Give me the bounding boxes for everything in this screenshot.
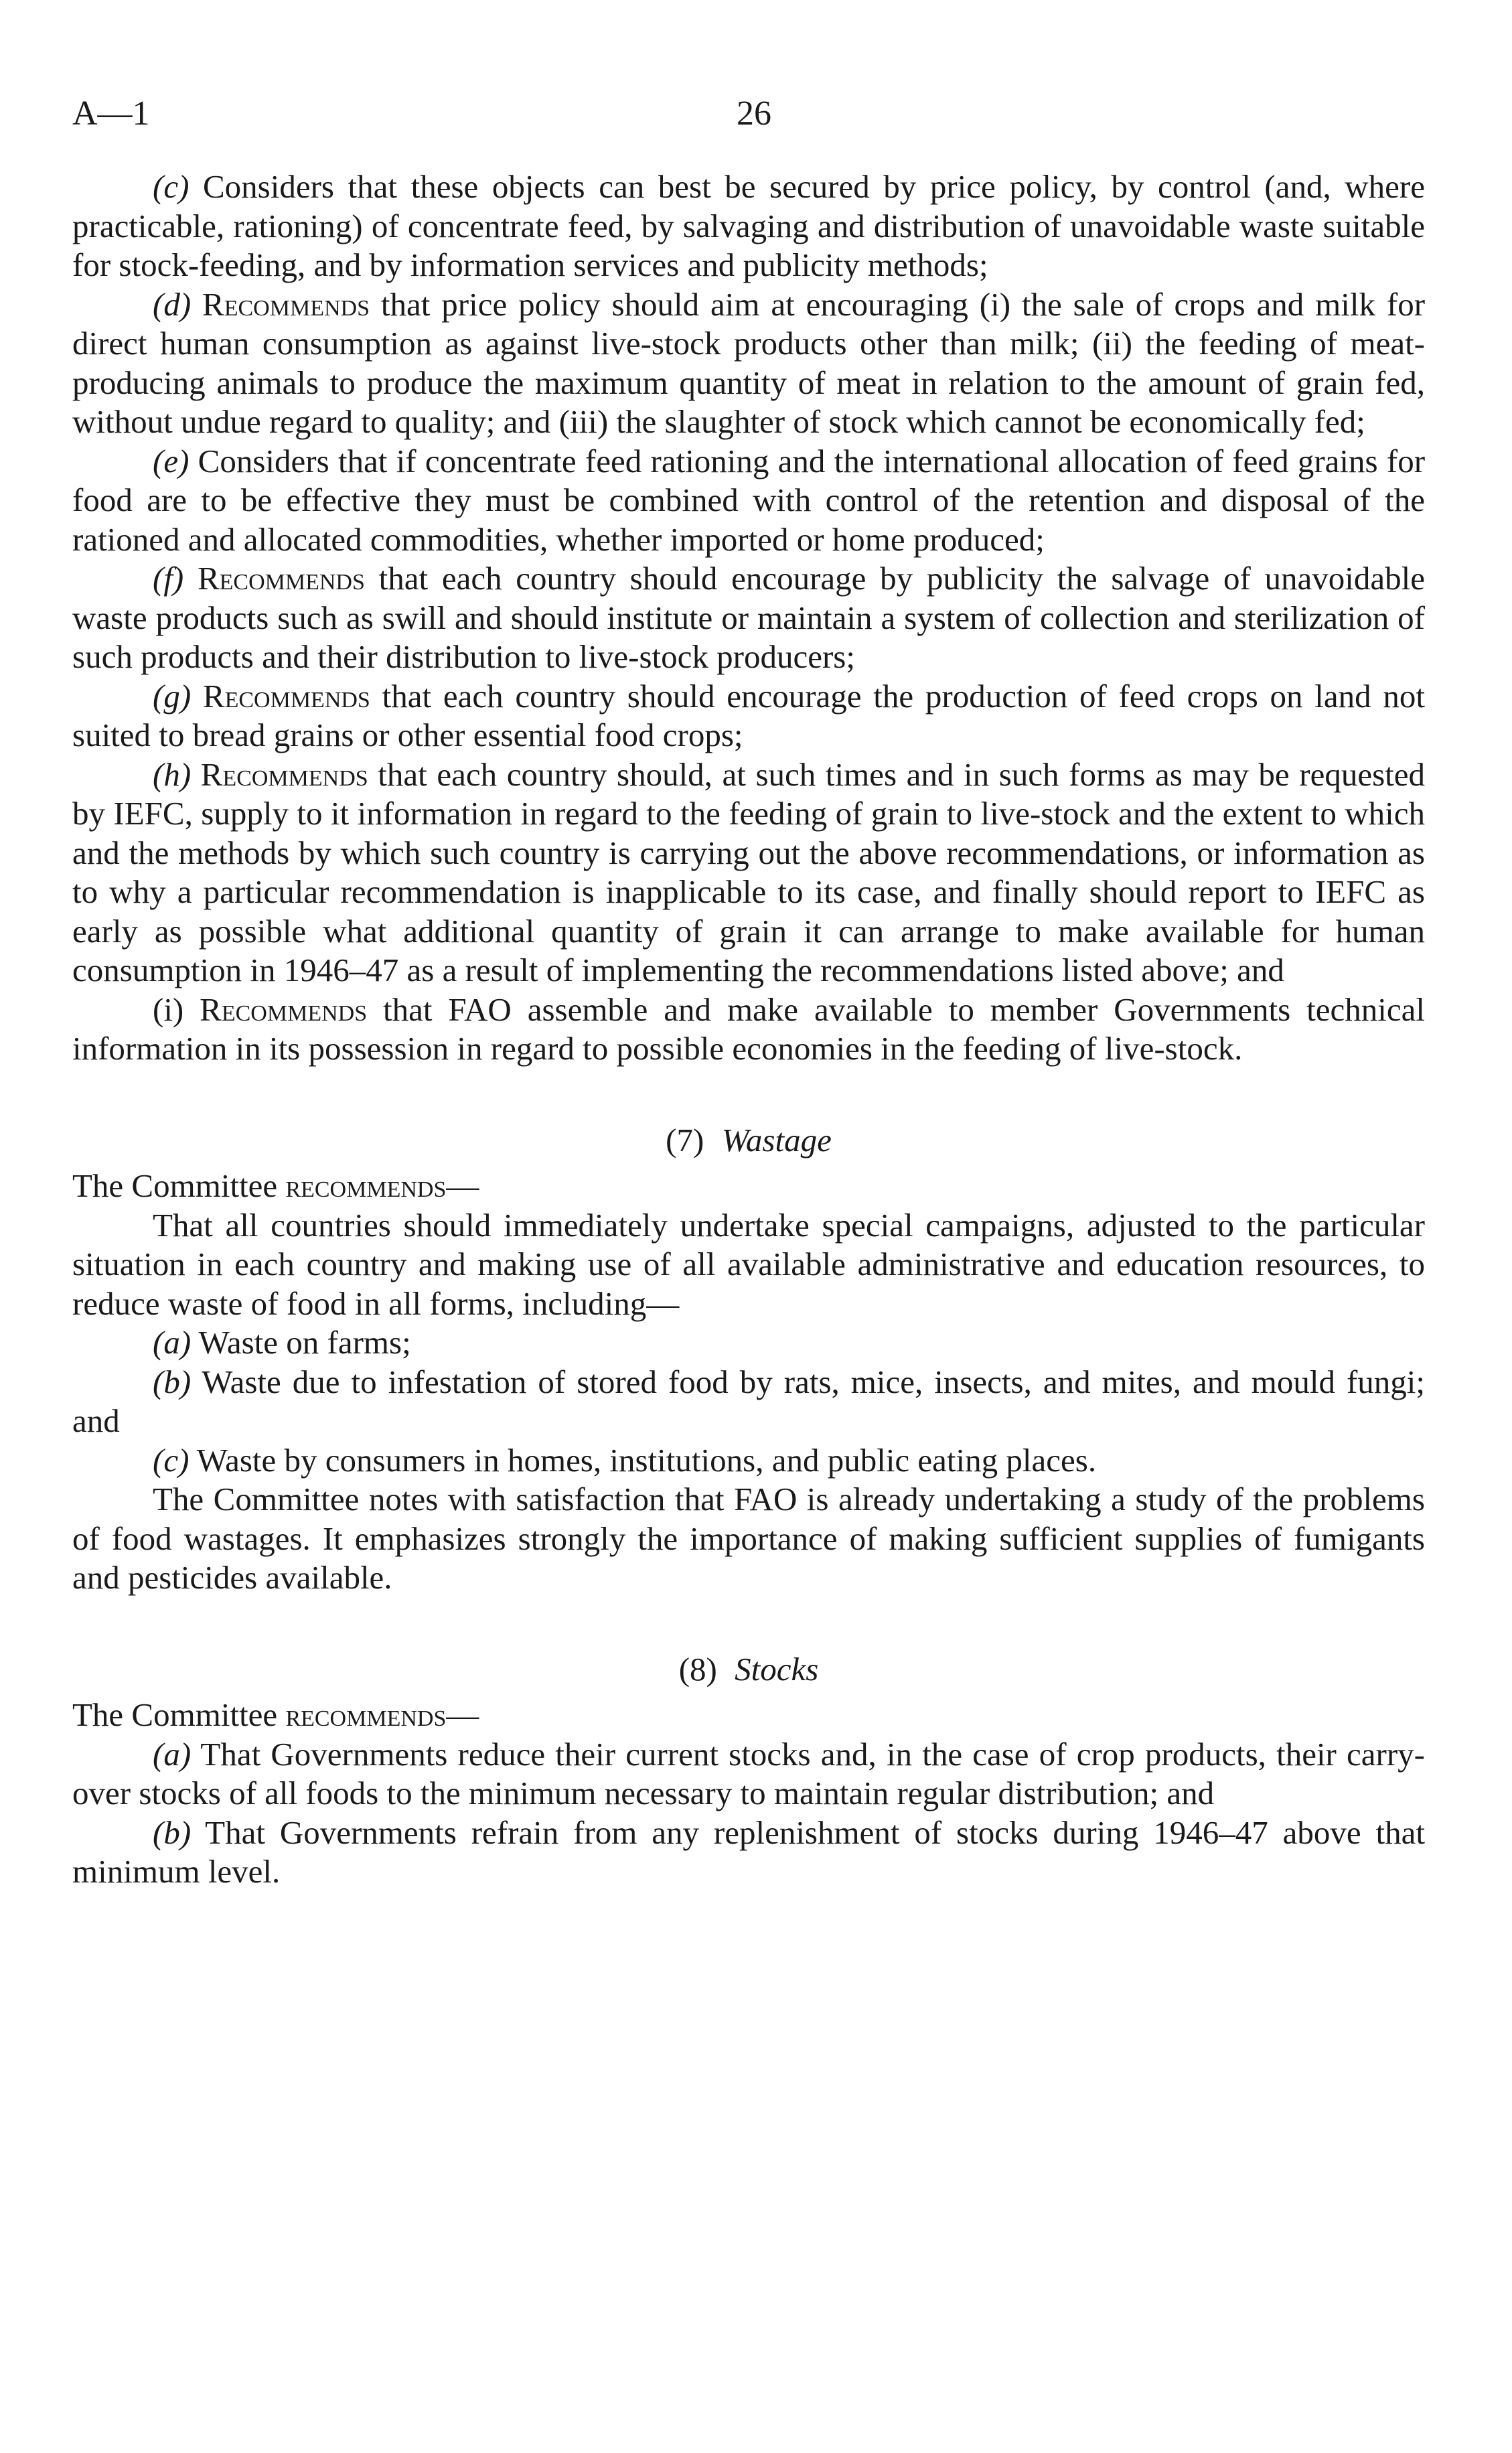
clause-d-label: (d) [153,285,192,323]
clause-i [72,990,1425,1069]
section-7-item-b-label: (b) [153,1363,192,1400]
document-reference: A—1 [72,94,150,133]
section-7-heading [72,1121,1425,1161]
section-8-heading [72,1650,1425,1690]
section-7-committee-lead: The Committee [72,1167,278,1204]
section-8-committee-dash: — [446,1696,479,1733]
clause-h-label: (h) [153,755,192,793]
section-7-committee-dash: — [446,1167,479,1204]
section-7-item-b [72,1363,1425,1441]
section-8-title: Stocks [735,1650,819,1688]
section-8-committee-line [72,1696,1425,1735]
clause-i-label: (i) [153,990,184,1028]
section-8-item-b-label: (b) [153,1813,192,1851]
clause-f [72,559,1425,677]
clause-g-label: (g) [153,677,192,715]
section-8-committee-verb: recommends [285,1696,447,1733]
document-page [72,94,1425,1892]
section-8-item-a-label: (a) [153,1735,192,1773]
clause-f-verb: Recommends [197,560,365,597]
clause-i-text: that FAO assemble and make available to member Governments technical information in its possession in regard to possible economies in the feeding of live-stock. [72,990,1425,1067]
section-7-item-a-text: Waste on farms; [198,1324,411,1361]
clause-e [72,442,1425,560]
section-8-item-a [72,1735,1425,1813]
section-8-item-a-text: That Governments reduce their current stocks and, in the case of crop products, their carry-over stocks of all foods to the minimum necessary to maintain regular distribution; and [72,1735,1425,1811]
clause-f-label: (f) [153,560,184,597]
clause-e-label: (e) [153,442,190,479]
page-header [72,94,1425,167]
clause-i-verb: Recommends [200,990,368,1028]
clause-h-text: that each country should, at such times and in such forms as may be requested by IEFC, supply to it information in regard to the feeding of grain to live-stock and the extent to which and the methods by which such country is carrying out the above recommendations, or information as to why a particular recommendation is inapplicable to its case, and finally should report to IEFC as early as possible what additional quantity of grain it can arrange to make available for human consumption in 1946–47 as a result of implementing the recommendations listed above; and [72,755,1426,988]
section-7-note: The Committee notes with satisfaction that FAO is already undertaking a study of the problems of food wastages. It emphasizes strongly the importance of making sufficient supplies of fumigants and pesticides available. [72,1481,1425,1596]
clause-d-verb: Recommends [202,285,370,323]
section-8-number: (8) [678,1650,717,1688]
clause-h [72,755,1425,990]
clause-g-verb: Recommends [202,677,370,715]
section-7-item-c [72,1441,1425,1481]
section-7-committee-line [72,1167,1425,1206]
clause-d [72,285,1425,442]
clause-e-text: Considers that if concentrate feed rationing and the international allocation of feed grains for food are to be effective they must be combined with control of the retention and disposal of the rationed and allocated commodities, whether imported or home produced; [72,442,1426,558]
section-7-item-a-label: (a) [153,1324,192,1361]
section-7-intro: That all countries should immediately undertake special campaigns, adjusted to the particular situation in each country and making use of all available administrative and education resources, to reduce waste of food in all forms, including— [72,1206,1425,1322]
section-7-title: Wastage [721,1121,832,1159]
page-number: 26 [737,94,771,133]
section-7-item-c-text: Waste by consumers in homes, institutions, and public eating places. [196,1441,1097,1479]
section-7-item-a [72,1323,1425,1363]
clause-g-text: that each country should encourage the production of feed crops on land not suited to bread grains or other essential food crops; [72,677,1426,753]
clause-f-text: that each country should encourage by publicity the salvage of unavoidable waste products such as swill and should institute or maintain a system of collection and sterilization of such products and their distribution to live-stock producers; [72,560,1425,675]
clause-g [72,677,1425,755]
clause-h-verb: Recommends [200,755,368,793]
section-8-item-b-text: That Governments refrain from any replenishment of stocks during 1946–47 above that minimum level. [72,1813,1425,1890]
clause-c [72,167,1425,285]
section-7-item-b-text: Waste due to infestation of stored food by rats, mice, insects, and mites, and mould fungi; and [72,1363,1425,1439]
clause-c-text: Considers that these objects can best be secured by price policy, by control (and, where practicable, rationing) of concentrate feed, by salvaging and distribution of unavoidable waste suitable for stock-feeding, and by information services and publicity methods; [72,168,1426,283]
section-8-item-b [72,1813,1425,1892]
section-7-committee-verb: recommends [285,1167,447,1204]
clause-d-text: that price policy should aim at encouraging (i) the sale of crops and milk for direct human consumption as against live-stock products other than milk; (ii) the feeding of meat-producing animals to produce the maximum quantity of meat in relation to the amount of grain fed, without undue regard to quality; and (iii) the slaughter of stock which cannot be economically fed; [72,285,1426,440]
section-8-committee-lead: The Committee [72,1696,278,1733]
section-7-number: (7) [666,1121,704,1159]
clause-c-label: (c) [153,168,190,205]
section-7-item-c-label: (c) [153,1441,190,1479]
